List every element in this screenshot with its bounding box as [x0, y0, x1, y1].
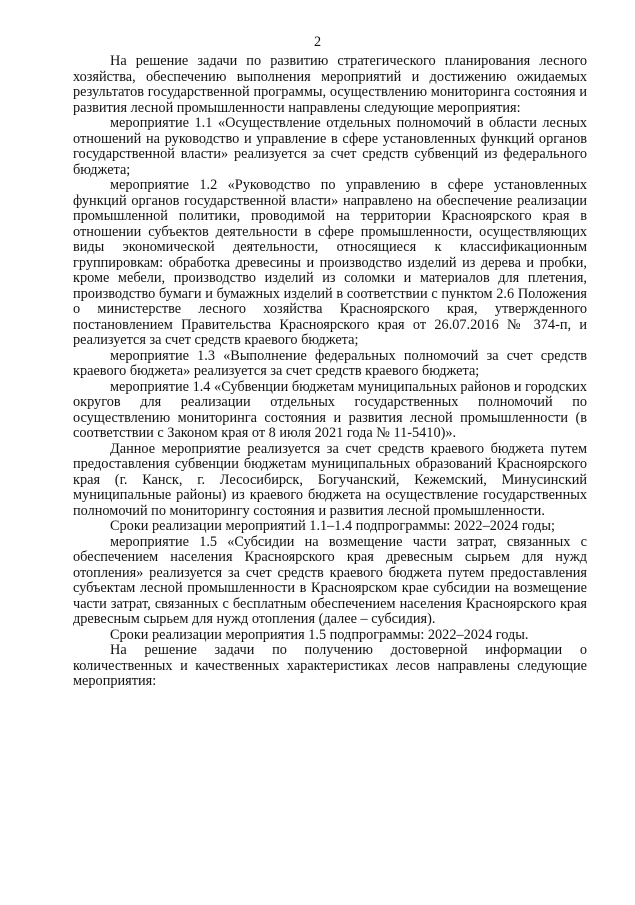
document-body — [73, 54, 587, 690]
page-number: 2 — [313, 34, 322, 50]
paragraph-measure-1-3: мероприятие 1.3 «Выполнение федеральных полномочий за счет средств краевого бюджета» реализуется за счет средств краевого бюджета; — [73, 347, 587, 379]
paragraph-timeline-1-5: Сроки реализации мероприятия 1.5 подпрограммы: 2022–2024 годы. — [110, 626, 529, 643]
paragraph-measure-1-1: мероприятие 1.1 «Осуществление отдельных полномочий в области лесных отношений на руководство и управление в сфере установленных функций органов государственной власти» реализуется за счет средств субвенций из федерального бюджета; — [73, 115, 587, 178]
paragraph-forest-info-intro: На решение задачи по получению достоверной информации о количественных и качественных характеристиках лесов направлены следующие мероприятия: — [73, 642, 587, 689]
paragraph-measure-1-4-funding: Данное мероприятие реализуется за счет средств краевого бюджета путем предоставления субвенции бюджетам муниципальных образований Красноярского края (г. Канск, г. Лесосибирск, Богучанский, Кежемский, Минусинский муниципальные районы) из краевого бюджета на осуществление государственных полномочий по мониторингу состояния и развития лесной промышленности. — [73, 440, 587, 519]
paragraph-timeline-1-1-1-4: Сроки реализации мероприятий 1.1–1.4 подпрограммы: 2022–2024 годы; — [110, 518, 555, 534]
paragraph-objective-intro: На решение задачи по развитию стратегического планирования лесного хозяйства, обеспечению выполнения мероприятий и достижению ожидаемых результатов государственной программы, осуществлению мониторинга состояния и развития лесной промышленности направлены следующие мероприятия: — [73, 53, 587, 116]
paragraph-measure-1-5: мероприятие 1.5 «Субсидии на возмещение части затрат, связанных с обеспечением населения Красноярского края древесным сырьем для нужд отопления» реализуется за счет средств краевого бюджета путем предоставления субъектам лесной промышленности в Красноярском крае субсидии на возмещение части затрат, связанных с бесплатным обеспечением населения Красноярского края древесным сырьем для нужд отопления (далее – субсидия). — [73, 533, 587, 627]
paragraph-measure-1-4: мероприятие 1.4 «Субвенции бюджетам муниципальных районов и городских округов для реализации отдельных государственных полномочий по осуществлению мониторинга состояния и развития лесной промышленности (в соответствии с Законом края от 8 июля 2021 года № 11-5410)». — [73, 378, 587, 441]
paragraph-measure-1-2: мероприятие 1.2 «Руководство по управлению в сфере установленных функций органов государственной власти» направлено на обеспечение реализации промышленной политики, проводимой на территории Красноярского края в отношении субъектов деятельности в сфере промышленности, осуществляющих виды экономической деятельности, относящиеся к классификационным группировкам: обработка древесины и производство изделий из дерева и пробки, кроме мебели, производство изделий из соломки и материалов для плетения, производство бумаги и бумажных изделий в соответствии с пунктом 2.6 Положения о министерстве лесного хозяйства Красноярского края, утвержденного постановлением Правительства Красноярского края от 26.07.2016 № 374-п, и реализуется за счет средств краевого бюджета; — [73, 177, 587, 348]
